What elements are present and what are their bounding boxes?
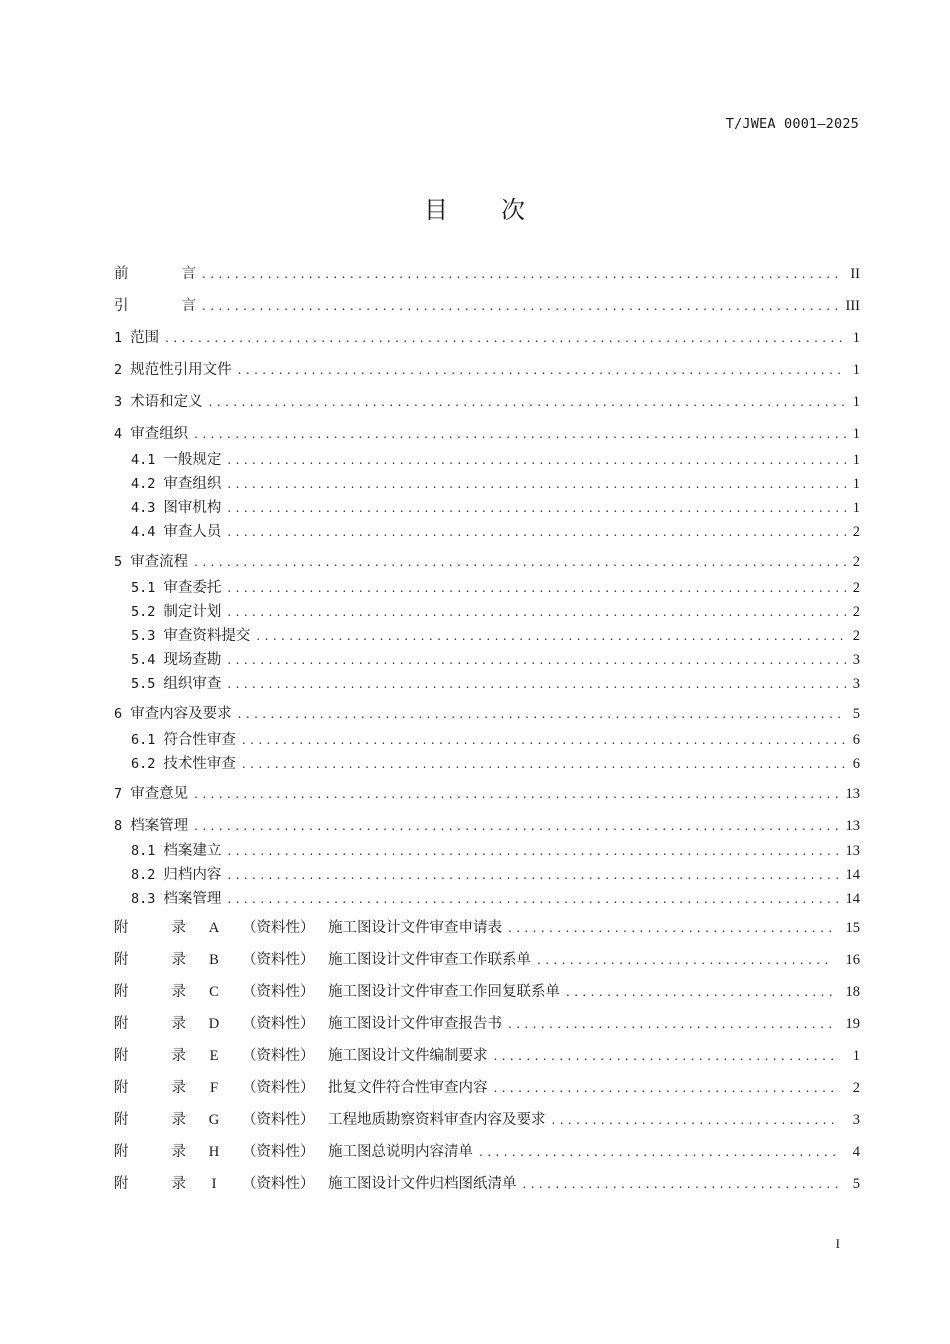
toc-entry-page: II xyxy=(850,266,860,282)
leader-dots xyxy=(494,1078,841,1098)
toc-entry[interactable] xyxy=(114,704,860,724)
toc-entry-label: 审查内容及要求 xyxy=(130,706,232,722)
toc-entry-number: 5.3 xyxy=(131,628,156,644)
toc-entry-introduction[interactable] xyxy=(114,296,860,316)
toc-appendix[interactable] xyxy=(114,1046,860,1066)
appendix-word xyxy=(114,1046,186,1066)
toc-entry-label xyxy=(114,296,196,316)
toc-entry-number: 5.5 xyxy=(131,676,156,692)
toc-entry-number: 4.1 xyxy=(131,452,156,468)
toc-entry-number: 4.2 xyxy=(131,476,156,492)
toc-entry-page: 2 xyxy=(852,604,860,620)
label-char: 附 xyxy=(114,1176,129,1192)
leader-dots xyxy=(227,578,846,598)
leader-dots xyxy=(227,474,846,494)
leader-dots xyxy=(256,626,846,646)
toc-entry-page: 1 xyxy=(852,1048,860,1064)
title-char: 目 xyxy=(424,196,449,224)
appendix-letter: I xyxy=(211,1176,217,1192)
toc-entry-label: 工程地质勘察资料审查内容及要求 xyxy=(328,1112,546,1128)
label-char: 附 xyxy=(114,1048,129,1064)
label-char: 附 xyxy=(114,984,129,1000)
toc-entry-page: 13 xyxy=(845,786,860,802)
toc-subentry[interactable] xyxy=(131,602,860,622)
appendix-kind: （资料性） xyxy=(242,1048,315,1064)
appendix-kind: （资料性） xyxy=(242,984,315,1000)
appendix-kind: （资料性） xyxy=(242,1112,315,1128)
leader-dots xyxy=(242,730,846,750)
toc-subentry[interactable] xyxy=(131,626,860,646)
page-number: I xyxy=(835,1236,840,1251)
toc-appendix[interactable] xyxy=(114,1174,860,1194)
leader-dots xyxy=(566,982,834,1002)
toc-entry-page: 19 xyxy=(845,1016,860,1032)
leader-dots xyxy=(227,602,846,622)
toc-entry[interactable] xyxy=(114,816,860,836)
label-char: 录 xyxy=(171,984,186,1000)
toc-entry-label: 技术性审查 xyxy=(163,756,236,772)
leader-dots xyxy=(508,1014,834,1034)
toc-entry-label: 审查意见 xyxy=(130,786,189,802)
appendix-word xyxy=(114,1142,186,1162)
toc-subentry[interactable] xyxy=(131,522,860,542)
leader-dots xyxy=(227,522,846,542)
toc-entry-label: 批复文件符合性审查内容 xyxy=(328,1080,488,1096)
toc-appendix[interactable] xyxy=(114,918,860,938)
appendix-kind: （资料性） xyxy=(242,1176,315,1192)
label-char: 言 xyxy=(181,266,196,282)
appendix-letter: C xyxy=(209,984,219,1000)
toc-subentry[interactable] xyxy=(131,674,860,694)
label-char: 录 xyxy=(171,920,186,936)
leader-dots xyxy=(209,392,846,412)
toc-subentry[interactable] xyxy=(131,474,860,494)
toc-entry-page: 2 xyxy=(852,628,860,644)
appendix-kind: （资料性） xyxy=(242,952,315,968)
toc-entry-page: 5 xyxy=(852,706,860,722)
toc-entry-page: 2 xyxy=(852,554,860,570)
toc-entry-page: 2 xyxy=(852,524,860,540)
toc-entry-number: 8 xyxy=(114,818,123,834)
toc-appendix[interactable] xyxy=(114,982,860,1002)
label-char: 附 xyxy=(114,1112,129,1128)
label-char: 引 xyxy=(114,298,129,314)
toc-entry-page: 6 xyxy=(852,756,860,772)
appendix-word xyxy=(114,918,186,938)
toc-entry-number: 5.4 xyxy=(131,652,156,668)
leader-dots xyxy=(227,450,846,470)
leader-dots xyxy=(523,1174,841,1194)
leader-dots xyxy=(552,1110,841,1130)
leader-dots xyxy=(227,650,846,670)
toc-entry-label xyxy=(114,264,196,284)
label-char: 录 xyxy=(171,1080,186,1096)
toc-entry-number: 6.2 xyxy=(131,756,156,772)
toc-entry-label: 符合性审查 xyxy=(163,732,236,748)
toc-entry[interactable] xyxy=(114,360,860,380)
toc-entry-page: 2 xyxy=(852,1080,860,1096)
appendix-letter: B xyxy=(209,952,219,968)
toc-entry-label: 归档内容 xyxy=(163,867,222,883)
leader-dots xyxy=(202,264,844,284)
toc-entry-number: 1 xyxy=(114,330,123,346)
label-char: 言 xyxy=(181,298,196,314)
toc-entry-label: 现场查勘 xyxy=(163,652,222,668)
leader-dots xyxy=(494,1046,841,1066)
appendix-kind: （资料性） xyxy=(242,920,315,936)
toc-entry-label: 审查组织 xyxy=(130,426,189,442)
toc-entry-page: 1 xyxy=(852,362,860,378)
toc-entry-label: 施工图设计文件审查工作联系单 xyxy=(328,952,531,968)
toc-appendix[interactable] xyxy=(114,1142,860,1162)
toc-entry-page: 15 xyxy=(845,920,860,936)
toc-entry-page: 1 xyxy=(852,394,860,410)
toc-entry-label: 范围 xyxy=(130,330,160,346)
toc-entry-number: 4.4 xyxy=(131,524,156,540)
appendix-letter: E xyxy=(209,1048,219,1064)
label-char: 录 xyxy=(171,1112,186,1128)
toc-entry-label: 图审机构 xyxy=(163,500,222,516)
toc-entry-number: 5.2 xyxy=(131,604,156,620)
leader-dots xyxy=(227,865,839,885)
toc-entry-label: 一般规定 xyxy=(163,452,222,468)
toc-entry-label: 施工图设计文件审查申请表 xyxy=(328,920,502,936)
label-char: 附 xyxy=(114,920,129,936)
toc-subentry[interactable] xyxy=(131,730,860,750)
toc-entry-number: 6.1 xyxy=(131,732,156,748)
toc-entry-label: 审查委托 xyxy=(163,580,222,596)
leader-dots xyxy=(194,784,839,804)
appendix-letter: A xyxy=(208,920,220,936)
toc-entry-page: 1 xyxy=(852,426,860,442)
toc-entry-foreword[interactable] xyxy=(114,264,860,284)
toc-subentry[interactable] xyxy=(131,889,860,909)
toc-subentry[interactable] xyxy=(131,578,860,598)
appendix-kind: （资料性） xyxy=(242,1144,315,1160)
toc-entry-number: 7 xyxy=(114,786,123,802)
leader-dots xyxy=(238,360,846,380)
toc-subentry[interactable] xyxy=(131,754,860,774)
toc-entry-page: 6 xyxy=(852,732,860,748)
toc-entry-label: 术语和定义 xyxy=(130,394,203,410)
toc-entry[interactable] xyxy=(114,392,860,412)
label-char: 录 xyxy=(171,1016,186,1032)
toc-entry-page: 3 xyxy=(852,1112,860,1128)
toc-entry-label: 施工图设计文件审查报告书 xyxy=(328,1016,502,1032)
toc-entry[interactable] xyxy=(114,552,860,572)
toc-entry-page: 5 xyxy=(852,1176,860,1192)
leader-dots xyxy=(227,498,846,518)
label-char: 附 xyxy=(114,1016,129,1032)
toc-entry-page: 1 xyxy=(852,476,860,492)
toc-entry-number: 4 xyxy=(114,426,123,442)
label-char: 附 xyxy=(114,1144,129,1160)
toc-entry-label: 施工图设计文件编制要求 xyxy=(328,1048,488,1064)
toc-entry-label: 档案管理 xyxy=(163,891,222,907)
toc-entry-number: 6 xyxy=(114,706,123,722)
toc-entry-page: 18 xyxy=(845,984,860,1000)
appendix-word xyxy=(114,1174,186,1194)
toc-entry-number: 4.3 xyxy=(131,500,156,516)
appendix-word xyxy=(114,1078,186,1098)
label-char: 录 xyxy=(171,1048,186,1064)
appendix-word xyxy=(114,950,186,970)
toc-entry-number: 2 xyxy=(114,362,123,378)
toc-entry-label: 施工图设计文件审查工作回复联系单 xyxy=(328,984,560,1000)
leader-dots xyxy=(194,816,839,836)
label-char: 附 xyxy=(114,1080,129,1096)
label-char: 录 xyxy=(171,1144,186,1160)
toc-entry[interactable] xyxy=(114,424,860,444)
toc-entry[interactable] xyxy=(114,328,860,348)
toc-entry-label: 施工图设计文件归档图纸清单 xyxy=(328,1176,517,1192)
leader-dots xyxy=(165,328,846,348)
appendix-letter: G xyxy=(208,1112,220,1128)
toc-subentry[interactable] xyxy=(131,841,860,861)
toc-entry-page: 13 xyxy=(845,843,860,859)
leader-dots xyxy=(508,918,834,938)
toc-entry-number: 8.2 xyxy=(131,867,156,883)
title-char: 次 xyxy=(501,196,526,224)
toc-entry-label: 审查组织 xyxy=(163,476,222,492)
leader-dots xyxy=(227,841,839,861)
toc-appendix[interactable] xyxy=(114,1014,860,1034)
toc-entry-page: 1 xyxy=(852,330,860,346)
appendix-word xyxy=(114,1014,186,1034)
toc-entry-page: 14 xyxy=(845,867,860,883)
leader-dots xyxy=(242,754,846,774)
toc-appendix[interactable] xyxy=(114,950,860,970)
toc-entry-label: 规范性引用文件 xyxy=(130,362,232,378)
toc-entry-label: 审查人员 xyxy=(163,524,222,540)
appendix-letter: F xyxy=(209,1080,219,1096)
leader-dots xyxy=(202,296,840,316)
toc-entry[interactable] xyxy=(114,784,860,804)
toc-entry-page: 2 xyxy=(852,580,860,596)
toc-entry-number: 8.3 xyxy=(131,891,156,907)
toc-entry-label: 制定计划 xyxy=(163,604,222,620)
label-char: 附 xyxy=(114,952,129,968)
leader-dots xyxy=(194,552,846,572)
leader-dots xyxy=(227,674,846,694)
toc-entry-number: 5.1 xyxy=(131,580,156,596)
toc-entry-page: 16 xyxy=(845,952,860,968)
toc-entry-number: 5 xyxy=(114,554,123,570)
toc-entry-page: 3 xyxy=(852,676,860,692)
toc-entry-label: 施工图总说明内容清单 xyxy=(328,1144,473,1160)
toc-entry-page: 14 xyxy=(845,891,860,907)
page-title xyxy=(0,190,950,225)
appendix-word xyxy=(114,1110,186,1130)
leader-dots xyxy=(537,950,834,970)
toc-entry-label: 审查流程 xyxy=(130,554,189,570)
label-char: 录 xyxy=(171,952,186,968)
toc-entry-number: 3 xyxy=(114,394,123,410)
toc-subentry[interactable] xyxy=(131,865,860,885)
label-char: 前 xyxy=(114,266,129,282)
toc-entry-page: 4 xyxy=(852,1144,860,1160)
toc-entry-page: 3 xyxy=(852,652,860,668)
leader-dots xyxy=(238,704,846,724)
document-number: T/JWEA 0001—2025 xyxy=(725,116,859,132)
appendix-letter: H xyxy=(208,1144,220,1160)
toc-entry-page: 1 xyxy=(852,500,860,516)
appendix-letter: D xyxy=(208,1016,220,1032)
label-char: 录 xyxy=(171,1176,186,1192)
leader-dots xyxy=(194,424,846,444)
toc-subentry[interactable] xyxy=(131,450,860,470)
toc-entry-page: III xyxy=(845,298,860,314)
toc-entry-page: 1 xyxy=(852,452,860,468)
toc-subentry[interactable] xyxy=(131,498,860,518)
appendix-word xyxy=(114,982,186,1002)
toc-subentry[interactable] xyxy=(131,650,860,670)
toc-entry-number: 8.1 xyxy=(131,843,156,859)
toc-entry-page: 13 xyxy=(845,818,860,834)
leader-dots xyxy=(227,889,839,909)
toc-appendix[interactable] xyxy=(114,1078,860,1098)
appendix-kind: （资料性） xyxy=(242,1080,315,1096)
toc-entry-label: 审查资料提交 xyxy=(163,628,251,644)
toc-entry-label: 档案建立 xyxy=(163,843,222,859)
toc-entry-label: 档案管理 xyxy=(130,818,189,834)
leader-dots xyxy=(479,1142,840,1162)
toc-appendix[interactable] xyxy=(114,1110,860,1130)
appendix-kind: （资料性） xyxy=(242,1016,315,1032)
toc-entry-label: 组织审查 xyxy=(163,676,222,692)
